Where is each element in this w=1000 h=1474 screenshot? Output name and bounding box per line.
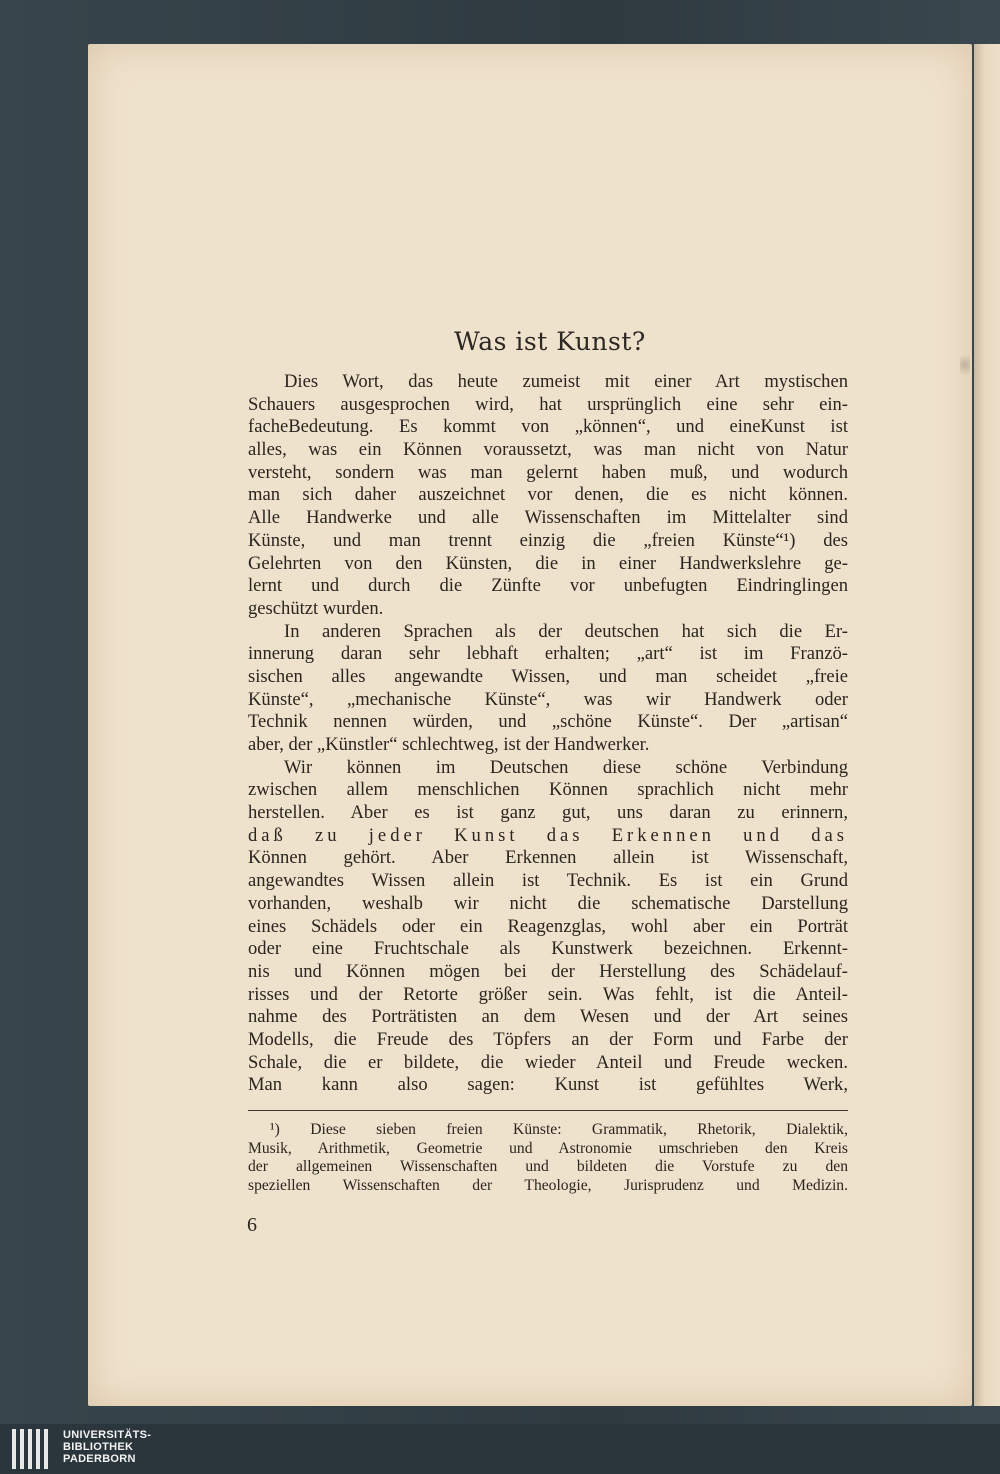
footnote-line: ¹) Diese sieben freien Künste: Grammatik, Rhetorik, Dialektik, [270,1121,848,1138]
page-title: Was ist Kunst? [454,327,646,356]
library-name-line: PADERBORN [63,1453,136,1465]
text-line: Dies Wort, das heute zumeist mit einer Art mystischen [284,371,848,392]
text-line: Gelehrten von den Künsten, die in einer Handwerkslehre ge- [248,552,848,574]
text-line: Künste, und man trennt einzig die „freien Künste“¹) des [248,529,848,551]
text-line: Modells, die Freude des Töpfers an der Form und Farbe der [248,1028,848,1050]
library-name-line: BIBLIOTHEK [63,1441,134,1453]
text-line: Man kann also sagen: Kunst ist gefühltes Werk, [248,1074,848,1096]
text-line: Künste“, „mechanische Künste“, was wir Handwerk oder [248,688,848,710]
text-line: angewandtes Wissen allein ist Technik. Es ist ein Grund [248,870,848,892]
footnote-line: speziellen Wissenschaften der Theologie, Jurisprudenz und Medizin. [248,1176,848,1194]
body-text [248,371,848,1097]
text-line: oder eine Fruchtschale als Kunstwerk bezeichnen. Erkennt- [248,938,848,960]
text-line: Wir können im Deutschen diese schöne Verbindung [284,756,848,778]
text-line: Technik nennen würden, und „schöne Künste“. Der „artisan“ [248,711,848,733]
footnote-rule [248,1110,848,1111]
text-line: lernt und durch die Zünfte vor unbefugten Eindringlingen [248,575,848,597]
text-line: eines Schädels oder ein Reagenzglas, wohl aber ein Porträt [248,915,848,937]
text-line: geschützt wurden. [248,597,384,619]
text-line: In anderen Sprachen als der deutschen hat sich die Er- [284,620,848,642]
footnote-line: Musik, Arithmetik, Geometrie und Astronomie umschrieben den Kreis [248,1139,848,1157]
text-line: Alle Handwerke und alle Wissenschaften im Mittelalter sind [248,507,848,529]
text-line: zwischen allem menschlichen Können sprachlich nicht mehr [248,779,848,801]
text-line: man sich daher auszeichnet vor denen, die es nicht können. [248,484,848,506]
text-line: innerung daran sehr lebhaft erhalten; „art“ ist im Franzö- [248,643,848,665]
text-line: Schauers ausgesprochen wird, hat ursprünglich eine sehr ein- [248,393,848,415]
text-line: vorhanden, weshalb wir nicht die schematische Darstellung [248,892,848,914]
page-number: 6 [247,1214,257,1236]
text-line: risses und der Retorte größer sein. Was fehlt, ist die Anteil- [248,983,848,1005]
footnote [248,1121,848,1195]
library-logo-icon [10,1429,50,1469]
text-line: nis und Können mögen bei der Herstellung des Schädelauf- [248,960,848,982]
text-line: alles, was ein Können voraussetzt, was man nicht von Natur [248,439,848,461]
text-line: herstellen. Aber es ist ganz gut, uns daran zu erinnern, [248,802,848,824]
text-line: versteht, sondern was man gelernt haben muß, und wodurch [248,461,848,483]
library-name-line: UNIVERSITÄTS- [63,1429,152,1441]
footnote-line: der allgemeinen Wissenschaften und bildeten die Vorstufe zu den [248,1158,848,1176]
adjacent-page-edge [974,44,1000,1406]
text-line: Schale, die er bildete, die wieder Anteil und Freude wecken. [248,1051,848,1073]
text-line: aber, der „Künstler“ schlechtweg, ist der Handwerker. [248,734,650,755]
text-line: nahme des Porträtisten an dem Wesen und der Art seines [248,1006,848,1028]
text-line: daß zu jeder Kunst das Erkennen und das [248,824,848,846]
text-line: Können gehört. Aber Erkennen allein ist Wissenschaft, [248,847,848,869]
text-line: sischen alles angewandte Wissen, und man scheidet „freie [248,665,848,687]
library-name [63,1429,151,1465]
text-line: facheBedeutung. Es kommt von „können“, und eineKunst ist [248,416,848,438]
